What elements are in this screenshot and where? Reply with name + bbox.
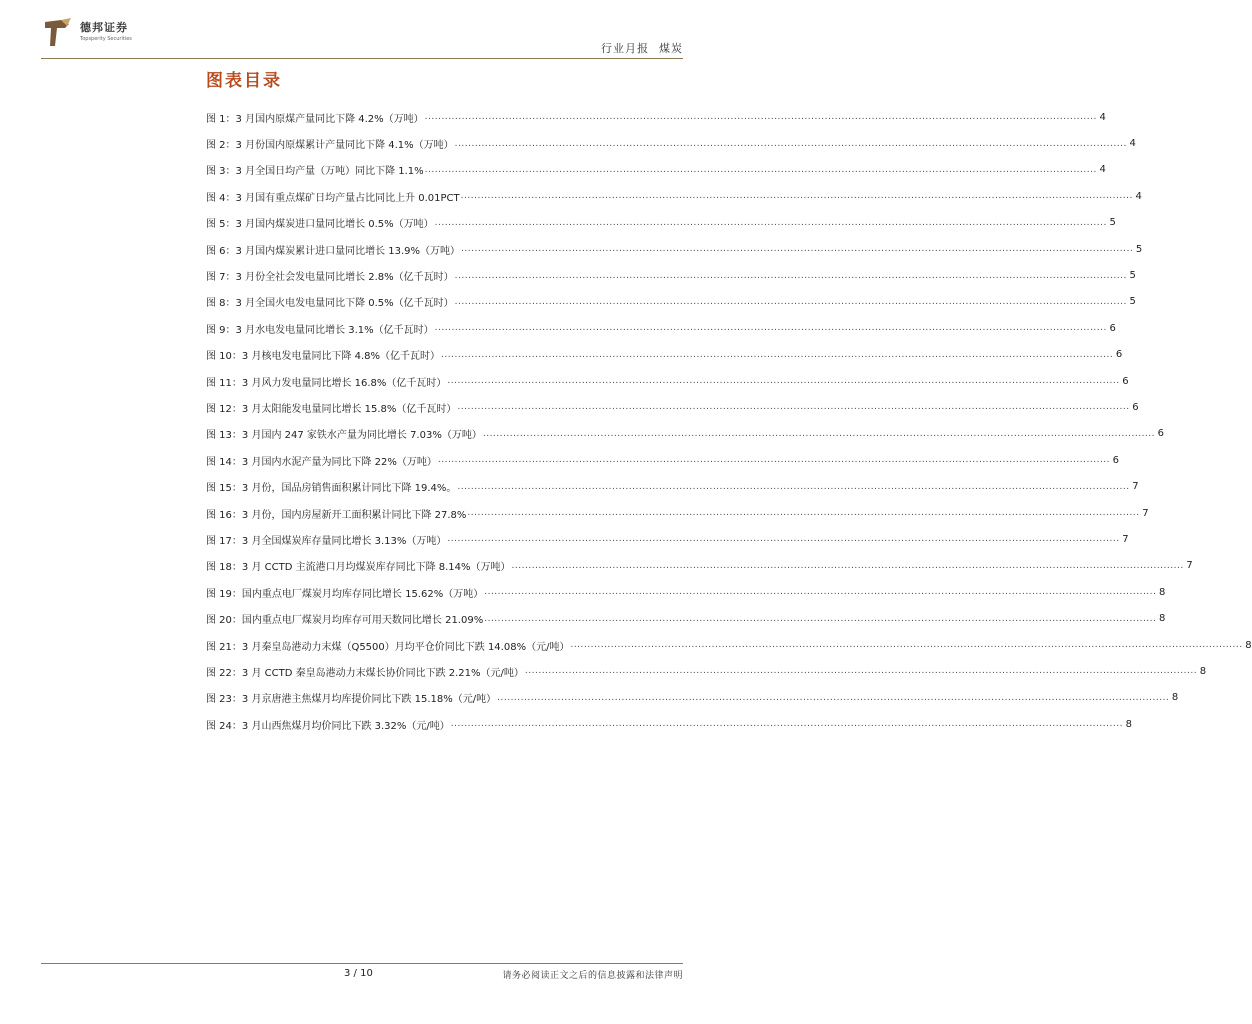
dot-leader: ........................................................................................................................................................................................................ xyxy=(497,692,1170,703)
toc-entry-label: 图 13：3 月国内 247 家铁水产量为同比增长 7.03%（万吨） xyxy=(206,430,482,442)
toc-entry-label: 图 22：3 月 CCTD 秦皇岛港动力末煤长协价同比下跌 2.21%（元/吨） xyxy=(206,667,524,679)
toc-entry[interactable] xyxy=(206,210,1116,236)
toc-entry[interactable] xyxy=(206,526,1129,552)
toc-entry-page: 8 xyxy=(1159,613,1166,625)
report-sector: 煤炭 xyxy=(659,42,683,55)
toc-entry-label: 图 3：3 月全国日均产量（万吨）同比下降 1.1% xyxy=(206,166,424,178)
toc-entry-page: 7 xyxy=(1132,481,1139,493)
toc-entry[interactable] xyxy=(206,579,1166,605)
toc-entry-page: 6 xyxy=(1112,454,1120,466)
toc-entry-page: 8 xyxy=(1125,718,1132,730)
dot-leader: ........................................................................................................................................................................................................ xyxy=(457,481,1130,492)
toc-entry[interactable] xyxy=(206,289,1136,315)
dot-leader: ........................................................................................................................................................................................................ xyxy=(447,376,1120,387)
toc-entry[interactable] xyxy=(206,553,1193,579)
toc-entry-label: 图 5：3 月国内煤炭进口量同比增长 0.5%（万吨） xyxy=(206,219,434,231)
toc-entry-page: 5 xyxy=(1129,296,1136,308)
toc-entry-page: 4 xyxy=(1129,138,1136,150)
company-name-en: Topsperity Securities xyxy=(80,36,132,42)
toc-entry-label: 图 4：3 月国有重点煤矿日均产量占比同比上升 0.01PCT xyxy=(206,192,460,204)
toc-entry[interactable] xyxy=(206,342,1123,368)
toc-entry[interactable] xyxy=(206,130,1136,156)
dot-leader: ........................................................................................................................................................................................................ xyxy=(450,719,1123,730)
company-name-cn: 德邦证券 xyxy=(80,21,128,34)
toc-entry-label: 图 2：3 月份国内原煤累计产量同比下降 4.1%（万吨） xyxy=(206,140,454,152)
toc-entry-label: 图 14：3 月国内水泥产量为同比下降 22%（万吨） xyxy=(206,456,437,468)
dot-leader: ........................................................................................................................................................................................................ xyxy=(460,191,1133,202)
dot-leader: ........................................................................................................................................................................................................ xyxy=(467,508,1140,519)
toc-title: 图表目录 xyxy=(206,71,282,91)
toc-entry-label: 图 8：3 月全国火电发电量同比下降 0.5%（亿千瓦时） xyxy=(206,298,454,310)
toc-entry-page: 4 xyxy=(1135,190,1142,202)
toc-entry-label: 图 7：3 月份全社会发电量同比增长 2.8%（亿千瓦时） xyxy=(206,272,454,284)
dot-leader: ........................................................................................................................................................................................................ xyxy=(441,349,1114,360)
toc-entry-label: 图 9：3 月水电发电量同比增长 3.1%（亿千瓦时） xyxy=(206,324,434,336)
toc-entry-label: 图 19：国内重点电厂煤炭月均库存同比增长 15.62%（万吨） xyxy=(206,588,484,600)
toc-entry[interactable] xyxy=(206,262,1136,288)
toc-entry[interactable] xyxy=(206,447,1120,473)
toc-entry-label: 图 20：国内重点电厂煤炭月均库存可用天数同比增长 21.09% xyxy=(206,615,484,627)
toc-entry[interactable] xyxy=(206,685,1179,711)
toc-entry[interactable] xyxy=(206,157,1106,183)
dot-leader: ........................................................................................................................................................................................................ xyxy=(447,534,1120,545)
company-logo xyxy=(41,16,161,50)
toc-entry-page: 8 xyxy=(1159,586,1166,598)
dot-leader: ........................................................................................................................................................................................................ xyxy=(454,296,1127,307)
dot-leader: ........................................................................................................................................................................................................ xyxy=(484,587,1157,598)
logo-mark-icon xyxy=(41,16,75,50)
dot-leader: ........................................................................................................................................................................................................ xyxy=(434,217,1107,228)
toc-entry-page: 6 xyxy=(1122,375,1129,387)
dot-leader: ........................................................................................................................................................................................................ xyxy=(434,323,1107,334)
toc-entry-page: 6 xyxy=(1109,322,1116,334)
toc-entry-page: 8 xyxy=(1171,692,1179,704)
toc-entry[interactable] xyxy=(206,236,1143,262)
dot-leader: ........................................................................................................................................................................................................ xyxy=(457,402,1130,413)
toc-entry-label: 图 12：3 月太阳能发电量同比增长 15.8%（亿千瓦时） xyxy=(206,403,457,415)
toc-entry[interactable] xyxy=(206,183,1142,209)
report-category xyxy=(601,40,683,56)
toc-entry-label: 图 18：3 月 CCTD 主流港口月均煤炭库存同比下降 8.14%（万吨） xyxy=(206,562,511,574)
toc-entry[interactable] xyxy=(206,500,1149,526)
toc-entry-page: 4 xyxy=(1099,111,1106,123)
dot-leader: ........................................................................................................................................................................................................ xyxy=(482,428,1156,439)
toc-entry[interactable] xyxy=(206,711,1132,737)
dot-leader: ........................................................................................................................................................................................................ xyxy=(424,164,1097,175)
dot-leader: ........................................................................................................................................................................................................ xyxy=(437,455,1111,466)
toc-entry[interactable] xyxy=(206,658,1207,684)
header-divider xyxy=(41,58,683,59)
toc-entry[interactable] xyxy=(206,394,1139,420)
dot-leader: ........................................................................................................................................................................................................ xyxy=(570,640,1243,650)
toc-entry[interactable] xyxy=(206,368,1129,394)
toc-entry-page: 8 xyxy=(1245,639,1252,651)
dot-leader: ........................................................................................................................................................................................................ xyxy=(484,613,1157,624)
toc-entry-label: 图 17：3 月全国煤炭库存量同比增长 3.13%（万吨） xyxy=(206,535,447,547)
toc-entry-page: 7 xyxy=(1142,507,1149,519)
toc-entry-label: 图 10：3 月核电发电量同比下降 4.8%（亿千瓦时） xyxy=(206,351,441,363)
dot-leader: ........................................................................................................................................................................................................ xyxy=(454,270,1127,281)
toc-entry-page: 5 xyxy=(1129,270,1136,282)
page-number: 3 / 10 xyxy=(344,968,373,979)
toc-entry-label: 图 1：3 月国内原煤产量同比下降 4.2%（万吨） xyxy=(206,113,424,125)
report-type: 行业月报 xyxy=(601,42,649,55)
page-header xyxy=(0,0,724,60)
toc-entry-page: 4 xyxy=(1099,164,1106,176)
dot-leader: ........................................................................................................................................................................................................ xyxy=(424,112,1097,123)
toc-entry-page: 5 xyxy=(1109,217,1116,229)
toc-entry-page: 6 xyxy=(1132,401,1139,413)
toc-entry[interactable] xyxy=(206,315,1116,341)
toc-entry-page: 6 xyxy=(1115,349,1123,361)
dot-leader: ........................................................................................................................................................................................................ xyxy=(461,244,1134,255)
toc-entry[interactable] xyxy=(206,605,1166,631)
toc-entry-page: 6 xyxy=(1157,428,1165,440)
toc-entry-label: 图 6：3 月国内煤炭累计进口量同比增长 13.9%（万吨） xyxy=(206,245,461,257)
toc-entry-label: 图 21：3 月秦皇岛港动力末煤（Q5500）月均平仓价同比下跌 14.08%（元/吨） xyxy=(206,641,570,653)
toc-entry-label: 图 23：3 月京唐港主焦煤月均库提价同比下跌 15.18%（元/吨） xyxy=(206,694,497,706)
legal-disclaimer: 请务必阅读正文之后的信息披露和法律声明 xyxy=(502,971,683,981)
dot-leader: ........................................................................................................................................................................................................ xyxy=(454,138,1127,149)
toc-entry-label: 图 16：3 月份，国内房屋新开工面积累计同比下降 27.8% xyxy=(206,509,467,521)
toc-entry[interactable] xyxy=(206,473,1139,499)
figure-list xyxy=(206,104,1252,737)
toc-entry-page: 7 xyxy=(1122,533,1129,545)
dot-leader: ........................................................................................................................................................................................................ xyxy=(511,560,1184,571)
toc-entry-page: 8 xyxy=(1199,665,1207,677)
footer-divider xyxy=(41,963,683,964)
toc-entry-label: 图 11：3 月风力发电量同比增长 16.8%（亿千瓦时） xyxy=(206,377,447,389)
toc-entry-page: 5 xyxy=(1135,243,1143,255)
toc-entry-label: 图 24：3 月山西焦煤月均价同比下跌 3.32%（元/吨） xyxy=(206,720,450,732)
toc-entry-page: 7 xyxy=(1186,560,1193,572)
toc-entry[interactable] xyxy=(206,632,1252,658)
toc-entry[interactable] xyxy=(206,421,1165,447)
toc-entry-label: 图 15：3 月份，国品房销售面积累计同比下降 19.4%。 xyxy=(206,483,457,495)
toc-entry[interactable] xyxy=(206,104,1106,130)
dot-leader: ........................................................................................................................................................................................................ xyxy=(524,666,1198,677)
